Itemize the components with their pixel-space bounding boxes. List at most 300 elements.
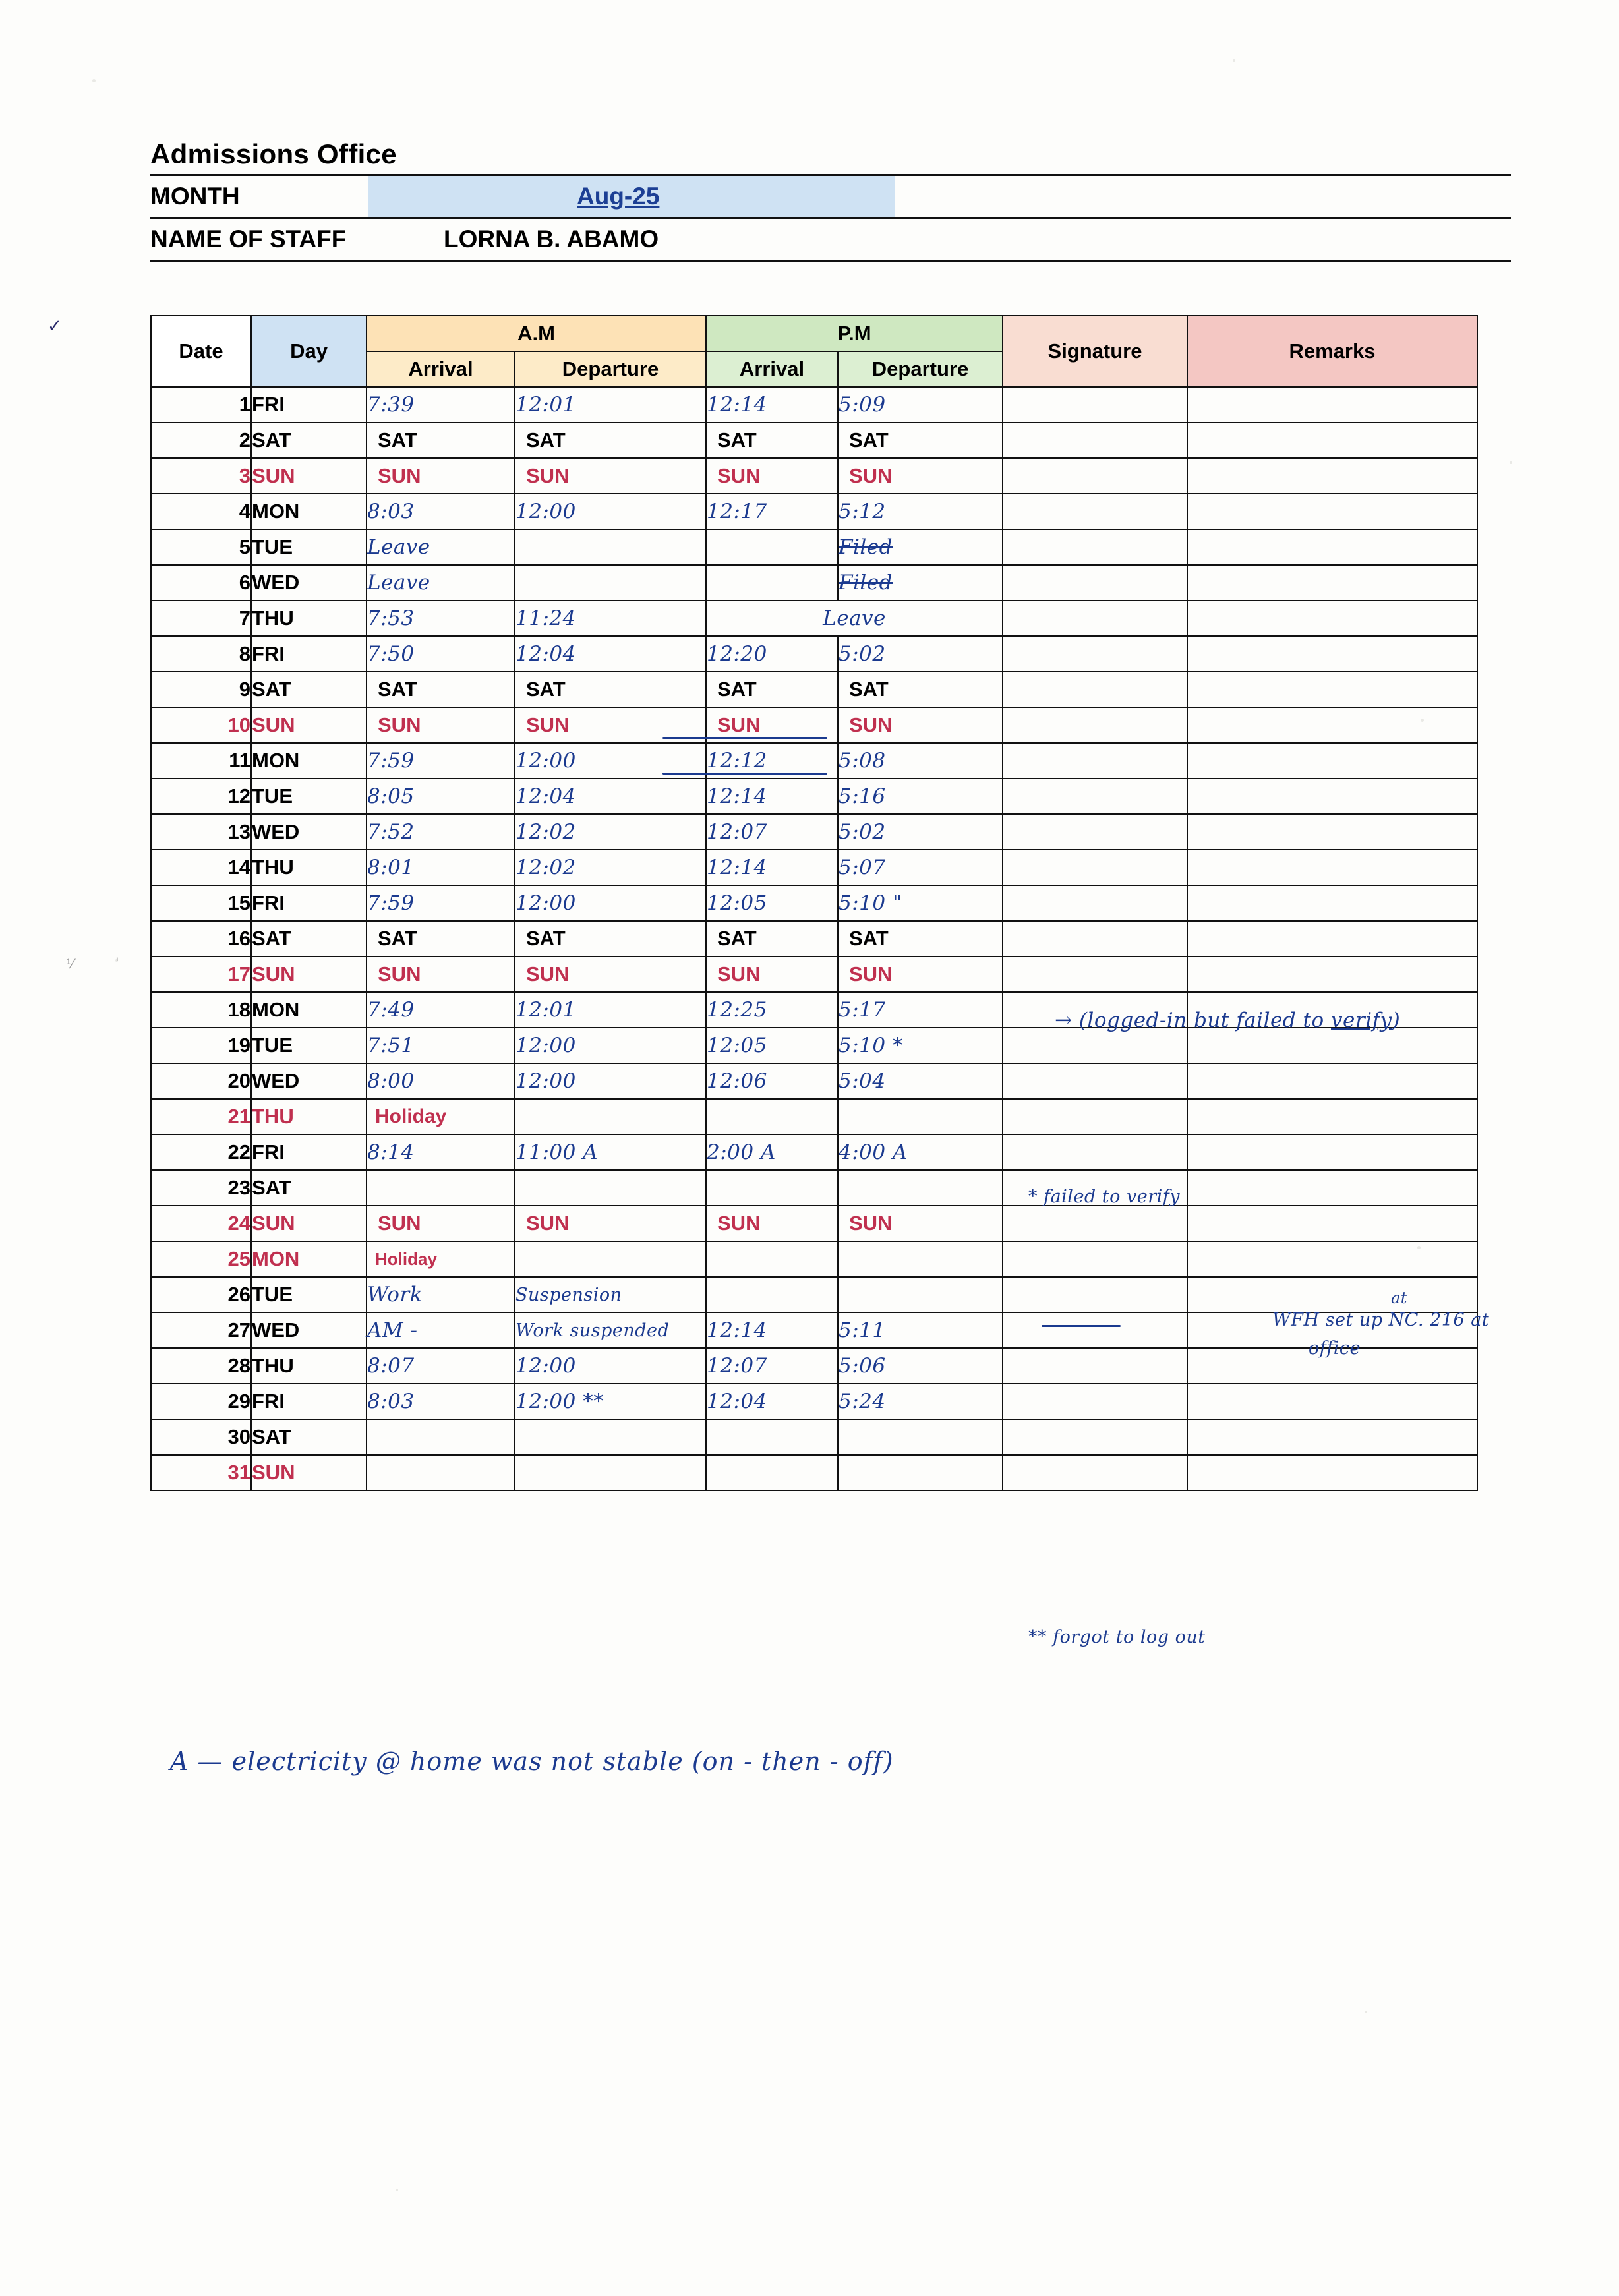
- cell-pm-arrival: [706, 921, 838, 957]
- cell-pm-arrival: [706, 1241, 838, 1277]
- cell-am-arrival: [367, 494, 515, 529]
- cell-am-departure: [515, 601, 706, 636]
- cell-pm-departure: [838, 494, 1003, 529]
- cell-am-arrival: [367, 779, 515, 814]
- header-remarks: Remarks: [1187, 316, 1477, 387]
- cell-am-departure: [515, 1170, 706, 1206]
- cell-am-departure-value: 12:00: [515, 1069, 576, 1093]
- cell-pm-departure: [838, 1028, 1003, 1063]
- cell-pm-departure: [838, 814, 1003, 850]
- cell-pm-arrival-value: SAT: [717, 678, 757, 701]
- cell-am-arrival: [367, 601, 515, 636]
- staff-value: LORNA B. ABAMO: [444, 225, 659, 252]
- cell-pm-departure: [838, 1277, 1003, 1312]
- cell-am-departure-value: SUN: [526, 464, 570, 487]
- cell-pm-departure: [838, 1348, 1003, 1384]
- cell-am-arrival-value: 7:59: [367, 891, 415, 915]
- cell-signature: [1003, 423, 1187, 458]
- header-am: A.M: [367, 316, 706, 351]
- cell-pm-arrival-value: 12:25: [707, 998, 767, 1022]
- scan-speck: [1365, 2011, 1367, 2013]
- footnote-text: A — electricity @ home was not stable (on - then - off): [170, 1747, 894, 1776]
- cell-remarks: [1187, 1277, 1477, 1312]
- cell-date: 2: [151, 423, 251, 458]
- cell-day: MON: [251, 992, 367, 1028]
- cell-date: 17: [151, 957, 251, 992]
- cell-am-arrival: [367, 1312, 515, 1348]
- table-row: [151, 1277, 1477, 1312]
- cell-signature: [1003, 850, 1187, 885]
- daily-time-record-table: [150, 315, 1478, 1491]
- cell-am-arrival-value: 7:59: [367, 749, 415, 773]
- remark-note-row19: * failed to verify: [1028, 1187, 1180, 1207]
- cell-am-departure: [515, 387, 706, 423]
- table-row: [151, 565, 1477, 601]
- cell-pm-arrival-value: 12:14: [707, 784, 767, 808]
- cell-day: FRI: [251, 885, 367, 921]
- cell-remarks: [1187, 601, 1477, 636]
- cell-date: 14: [151, 850, 251, 885]
- cell-am-arrival-value: 7:53: [367, 606, 415, 630]
- header-date: Date: [151, 316, 251, 387]
- cell-am-arrival-value: SAT: [378, 678, 417, 701]
- cell-am-arrival: [367, 957, 515, 992]
- cell-day: SUN: [251, 957, 367, 992]
- cell-pm-departure-value: SUN: [849, 962, 893, 986]
- cell-day: SAT: [251, 921, 367, 957]
- cell-pm-departure-value: SAT: [849, 428, 889, 452]
- cell-am-departure: [515, 565, 706, 601]
- holiday-label: Holiday: [375, 1249, 437, 1269]
- cell-signature: [1003, 1241, 1187, 1277]
- table-row: [151, 1063, 1477, 1099]
- cell-am-arrival: [367, 850, 515, 885]
- cell-remarks: [1187, 1384, 1477, 1419]
- cell-remarks: [1187, 1028, 1477, 1063]
- cell-pm-departure: [838, 1241, 1003, 1277]
- cell-signature: [1003, 957, 1187, 992]
- cell-day: FRI: [251, 387, 367, 423]
- month-label: MONTH: [150, 183, 240, 210]
- cell-am-arrival: [367, 387, 515, 423]
- cell-day: SUN: [251, 458, 367, 494]
- cell-pm-departure-value: SUN: [849, 713, 893, 736]
- cell-remarks: [1187, 636, 1477, 672]
- table-row: [151, 1028, 1477, 1063]
- table-row: [151, 1419, 1477, 1455]
- holiday-label: Holiday: [375, 1105, 447, 1127]
- leave-label: Leave: [823, 606, 886, 630]
- cell-date: 4: [151, 494, 251, 529]
- table-row: [151, 1455, 1477, 1490]
- cell-remarks: [1187, 1063, 1477, 1099]
- cell-day: SAT: [251, 423, 367, 458]
- cell-am-departure-value: 12:00: [515, 749, 576, 773]
- cell-signature: [1003, 1099, 1187, 1134]
- document-header: [150, 138, 1511, 262]
- cell-pm-arrival-value: 2:00 A: [707, 1140, 776, 1164]
- cell-signature: [1003, 1134, 1187, 1170]
- cell-date: 21: [151, 1099, 251, 1134]
- cell-pm-arrival: [706, 1312, 838, 1348]
- cell-am-departure: [515, 957, 706, 992]
- cell-date: 11: [151, 743, 251, 779]
- cell-signature: [1003, 565, 1187, 601]
- cell-pm-departure: [838, 529, 1003, 565]
- cell-pm-arrival: [706, 1277, 838, 1312]
- cell-remarks: [1187, 1170, 1477, 1206]
- table-row: [151, 992, 1477, 1028]
- cell-remarks: [1187, 1206, 1477, 1241]
- cell-am-departure: [515, 458, 706, 494]
- cell-pm-departure-value: 5:08: [839, 749, 886, 773]
- cell-signature: [1003, 1028, 1187, 1063]
- table-row: [151, 601, 1477, 636]
- underline-row22: [1042, 1325, 1121, 1327]
- cell-am-departure-value: 12:02: [515, 820, 576, 844]
- cell-day: THU: [251, 1099, 367, 1134]
- cell-signature: [1003, 1206, 1187, 1241]
- cell-am-arrival: [367, 1348, 515, 1384]
- cell-am-arrival: [367, 636, 515, 672]
- cell-pm-arrival-value: SUN: [717, 713, 761, 736]
- cell-pm-departure-value: 5:12: [839, 500, 886, 523]
- scan-artifact: ': [115, 955, 119, 970]
- staff-label: NAME OF STAFF: [150, 225, 347, 252]
- cell-pm-arrival-value: SAT: [717, 927, 757, 950]
- cell-pm-departure-value: 4:00 A: [839, 1140, 908, 1164]
- cell-signature: [1003, 1348, 1187, 1384]
- cell-day: SAT: [251, 672, 367, 707]
- cell-pm-departure-value: SUN: [849, 464, 893, 487]
- cell-am-departure-value: 11:00 A: [515, 1140, 599, 1164]
- scan-speck: [1510, 461, 1512, 464]
- cell-date: 1: [151, 387, 251, 423]
- cell-signature: [1003, 1170, 1187, 1206]
- cell-pm-departure: [838, 1134, 1003, 1170]
- table-row: [151, 1241, 1477, 1277]
- office-title: Admissions Office: [150, 138, 397, 169]
- cell-pm-arrival: [706, 423, 838, 458]
- cell-day: FRI: [251, 1384, 367, 1419]
- cell-pm-arrival: [706, 957, 838, 992]
- table-row: [151, 636, 1477, 672]
- cell-pm-departure: [838, 1206, 1003, 1241]
- cell-date: 7: [151, 601, 251, 636]
- cell-remarks: [1187, 1455, 1477, 1490]
- cell-am-arrival: [367, 1099, 515, 1134]
- cell-am-departure-value: 12:04: [515, 784, 576, 808]
- cell-am-arrival: [367, 992, 515, 1028]
- cell-am-arrival-value: 8:01: [367, 856, 415, 879]
- cell-am-arrival: [367, 814, 515, 850]
- cell-pm-arrival: [706, 1419, 838, 1455]
- cell-am-departure: [515, 494, 706, 529]
- cell-date: 3: [151, 458, 251, 494]
- cell-pm-departure-value: 5:16: [839, 784, 886, 808]
- cell-signature: [1003, 1384, 1187, 1419]
- cell-day: FRI: [251, 1134, 367, 1170]
- cell-remarks: [1187, 850, 1477, 885]
- cell-day: THU: [251, 1348, 367, 1384]
- cell-pm-departure-value: 5:09: [839, 393, 886, 417]
- table-row: [151, 387, 1477, 423]
- cell-am-departure: [515, 423, 706, 458]
- cell-pm-departure: [838, 779, 1003, 814]
- cell-pm-arrival: [706, 992, 838, 1028]
- cell-pm-departure: [838, 850, 1003, 885]
- cell-am-departure: [515, 1241, 706, 1277]
- cell-pm-departure: [838, 423, 1003, 458]
- cell-remarks: [1187, 1099, 1477, 1134]
- cell-day: WED: [251, 1312, 367, 1348]
- cell-am-arrival-value: SUN: [378, 713, 421, 736]
- table-row: [151, 814, 1477, 850]
- cell-am-departure: [515, 921, 706, 957]
- cell-remarks: [1187, 529, 1477, 565]
- cell-am-arrival: [367, 921, 515, 957]
- cell-signature: [1003, 885, 1187, 921]
- cell-signature: [1003, 814, 1187, 850]
- cell-remarks: [1187, 565, 1477, 601]
- cell-am-arrival-value: 7:52: [367, 820, 415, 844]
- cell-pm-departure: [838, 921, 1003, 957]
- cell-am-arrival: [367, 1277, 515, 1312]
- cell-pm-arrival-value: 12:06: [707, 1069, 767, 1093]
- cell-pm-arrival-value: 12:05: [707, 891, 767, 915]
- cell-pm-departure-value: 5:10 ": [839, 891, 902, 915]
- cell-remarks: [1187, 1312, 1477, 1348]
- cell-signature: [1003, 707, 1187, 743]
- strike-line-row5: [662, 737, 827, 739]
- cell-pm-arrival: [706, 494, 838, 529]
- cell-date: 18: [151, 992, 251, 1028]
- cell-pm-arrival: [706, 1063, 838, 1099]
- cell-am-departure: [515, 1028, 706, 1063]
- cell-am-departure: [515, 636, 706, 672]
- cell-date: 29: [151, 1384, 251, 1419]
- header-pm: P.M: [706, 316, 1003, 351]
- cell-pm-arrival: [706, 529, 838, 565]
- filed-label: Filed: [839, 571, 893, 595]
- cell-pm-departure-value: 5:07: [839, 856, 886, 879]
- cell-pm-arrival-value: 12:12: [707, 749, 767, 773]
- cell-pm-arrival-value: 12:14: [707, 393, 767, 417]
- cell-am-departure-value: 11:24: [515, 606, 576, 630]
- table-row: [151, 1384, 1477, 1419]
- suspension-label: Work suspended: [515, 1320, 670, 1341]
- header-divider-3: [150, 260, 1511, 262]
- cell-remarks: [1187, 1134, 1477, 1170]
- header-am-departure: Departure: [515, 351, 706, 387]
- cell-am-departure: [515, 1206, 706, 1241]
- cell-pm-arrival: [706, 1134, 838, 1170]
- cell-remarks: [1187, 707, 1477, 743]
- cell-am-departure-value: SAT: [526, 678, 566, 701]
- cell-am-arrival-value: SUN: [378, 464, 421, 487]
- cell-am-departure: [515, 850, 706, 885]
- cell-pm-arrival-value: 12:17: [707, 500, 767, 523]
- cell-remarks: [1187, 1419, 1477, 1455]
- cell-am-arrival: [367, 1241, 515, 1277]
- cell-am-arrival-value: SAT: [378, 927, 417, 950]
- cell-am-arrival-value: 8:03: [367, 500, 415, 523]
- suspension-label: Suspension: [515, 1285, 622, 1305]
- cell-pm-arrival-value: 12:05: [707, 1034, 767, 1057]
- cell-am-departure-value: SUN: [526, 962, 570, 986]
- cell-am-arrival-value: AM -: [367, 1318, 418, 1342]
- cell-pm-departure: [838, 743, 1003, 779]
- cell-pm-departure-value: 5:17: [839, 998, 886, 1022]
- header-pm-arrival: Arrival: [706, 351, 838, 387]
- cell-signature: [1003, 779, 1187, 814]
- cell-signature: [1003, 1419, 1187, 1455]
- cell-pm-departure: [838, 1312, 1003, 1348]
- remark-note-row22-line0: at: [1391, 1289, 1407, 1307]
- cell-pm-arrival-value: SUN: [717, 464, 761, 487]
- cell-signature: [1003, 743, 1187, 779]
- cell-am-arrival-value: Leave: [367, 571, 430, 595]
- cell-am-departure-value: SUN: [526, 713, 570, 736]
- cell-am-departure-value: 12:00: [515, 500, 576, 523]
- cell-remarks: [1187, 423, 1477, 458]
- cell-date: 19: [151, 1028, 251, 1063]
- cell-am-departure: [515, 885, 706, 921]
- table-body: [151, 387, 1477, 1490]
- table-row: [151, 1312, 1477, 1348]
- table-row: [151, 1348, 1477, 1384]
- cell-date: 6: [151, 565, 251, 601]
- cell-pm-arrival: [706, 1455, 838, 1490]
- cell-am-departure: [515, 1384, 706, 1419]
- cell-pm-arrival-value: 12:14: [707, 1318, 767, 1342]
- cell-date: 27: [151, 1312, 251, 1348]
- month-row: [150, 176, 1511, 217]
- cell-pm-arrival-value: SAT: [717, 428, 757, 452]
- cell-am-departure-value: 12:01: [515, 998, 576, 1022]
- cell-am-departure-value: SAT: [526, 927, 566, 950]
- table-row: [151, 1206, 1477, 1241]
- cell-am-arrival: [367, 885, 515, 921]
- table-row: [151, 672, 1477, 707]
- cell-remarks: [1187, 1241, 1477, 1277]
- table-row: [151, 957, 1477, 992]
- cell-date: 26: [151, 1277, 251, 1312]
- cell-day: TUE: [251, 1277, 367, 1312]
- cell-pm-departure-value: 5:02: [839, 820, 886, 844]
- cell-am-departure-value: 12:04: [515, 642, 576, 666]
- cell-pm-departure: [838, 1455, 1003, 1490]
- remark-note-row22-line1: WFH set up NC. 216 at: [1272, 1310, 1490, 1330]
- cell-day: MON: [251, 1241, 367, 1277]
- cell-am-arrival-value: Work: [367, 1283, 423, 1307]
- filed-label: Filed: [839, 535, 893, 559]
- cell-am-departure: [515, 1063, 706, 1099]
- cell-date: 24: [151, 1206, 251, 1241]
- cell-day: SUN: [251, 707, 367, 743]
- cell-remarks: [1187, 779, 1477, 814]
- cell-pm-departure-value: 5:11: [839, 1318, 886, 1342]
- cell-pm-departure-value: 5:02: [839, 642, 886, 666]
- cell-signature: [1003, 921, 1187, 957]
- cell-pm-departure-value: 5:06: [839, 1354, 886, 1378]
- cell-am-arrival: [367, 529, 515, 565]
- cell-date: 25: [151, 1241, 251, 1277]
- cell-date: 15: [151, 885, 251, 921]
- cell-day: SUN: [251, 1206, 367, 1241]
- cell-day: THU: [251, 601, 367, 636]
- cell-pm-departure: [838, 458, 1003, 494]
- cell-pm-departure: [838, 636, 1003, 672]
- cell-date: 31: [151, 1455, 251, 1490]
- cell-signature: [1003, 1277, 1187, 1312]
- table-row: [151, 529, 1477, 565]
- cell-remarks: [1187, 743, 1477, 779]
- cell-am-arrival-value: Leave: [367, 535, 430, 559]
- cell-pm-departure-value: 5:10 *: [839, 1034, 903, 1057]
- cell-pm-arrival-value: 12:20: [707, 642, 767, 666]
- cell-am-departure: [515, 1312, 706, 1348]
- cell-am-departure-value: 12:01: [515, 393, 576, 417]
- cell-remarks: [1187, 1348, 1477, 1384]
- cell-am-arrival-value: 7:51: [367, 1034, 415, 1057]
- cell-day: SAT: [251, 1170, 367, 1206]
- cell-pm-arrival-value: 12:14: [707, 856, 767, 879]
- cell-am-departure: [515, 814, 706, 850]
- cell-date: 22: [151, 1134, 251, 1170]
- cell-pm-arrival: [706, 814, 838, 850]
- table-row: [151, 921, 1477, 957]
- table-row: [151, 1099, 1477, 1134]
- cell-signature: [1003, 636, 1187, 672]
- cell-pm-arrival-value: 12:07: [707, 820, 767, 844]
- cell-am-departure-value: 12:00: [515, 891, 576, 915]
- cell-pm-departure: [838, 885, 1003, 921]
- cell-am-arrival: [367, 1419, 515, 1455]
- cell-day: WED: [251, 1063, 367, 1099]
- cell-am-arrival: [367, 1384, 515, 1419]
- cell-pm-departure: [838, 1170, 1003, 1206]
- cell-signature: [1003, 458, 1187, 494]
- table-row: [151, 458, 1477, 494]
- cell-pm-departure-value: SAT: [849, 678, 889, 701]
- cell-pm-arrival-value: SUN: [717, 1212, 761, 1235]
- table-row: [151, 779, 1477, 814]
- table-row: [151, 423, 1477, 458]
- cell-pm-arrival-value: 12:07: [707, 1354, 767, 1378]
- cell-signature: [1003, 387, 1187, 423]
- cell-pm-arrival-value: 12:04: [707, 1390, 767, 1413]
- cell-date: 12: [151, 779, 251, 814]
- cell-am-departure: [515, 1419, 706, 1455]
- cell-signature: [1003, 529, 1187, 565]
- cell-am-departure: [515, 1134, 706, 1170]
- cell-am-departure: [515, 1277, 706, 1312]
- cell-day: THU: [251, 850, 367, 885]
- cell-pm-arrival: [706, 672, 838, 707]
- cell-pm-departure: [838, 707, 1003, 743]
- cell-day: TUE: [251, 779, 367, 814]
- cell-am-arrival: [367, 672, 515, 707]
- cell-am-departure-value: 12:00: [515, 1354, 576, 1378]
- cell-remarks: [1187, 957, 1477, 992]
- cell-pm-departure: [838, 992, 1003, 1028]
- cell-am-arrival-value: 8:03: [367, 1390, 415, 1413]
- scan-speck: [1233, 59, 1235, 62]
- cell-am-arrival: [367, 458, 515, 494]
- cell-am-departure: [515, 1455, 706, 1490]
- scan-speck: [396, 2189, 398, 2191]
